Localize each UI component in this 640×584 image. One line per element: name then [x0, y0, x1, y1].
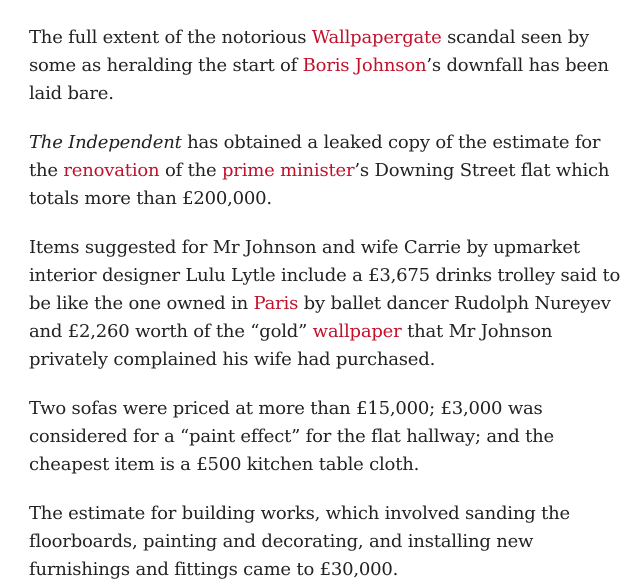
text-segment: Items suggested for Mr Johnson and wife Carrie by upmarket interior designer Lulu Lytle include a £3,675 drinks trolley said to be like the one owned in	[29, 237, 621, 314]
paragraph-2	[29, 129, 626, 213]
text-segment: of the	[159, 160, 222, 181]
text-segment: by ballet dancer Rudolph Nureyev and £2,260 worth of the “gold”	[29, 293, 611, 342]
link-renovation[interactable]: renovation	[63, 160, 160, 181]
paragraph-1	[29, 24, 626, 108]
paragraph-5: The estimate for building works, which involved sanding the floorboards, painting and decorating, and installing new furnishings and fittings came to £30,000.	[29, 503, 570, 580]
link-prime-minister[interactable]: prime minister	[221, 160, 355, 181]
text-segment: scandal seen by some as heralding the start of	[29, 27, 589, 76]
link-wallpaper[interactable]: wallpaper	[312, 321, 402, 342]
link-wallpapergate[interactable]: Wallpapergate	[311, 27, 442, 48]
text-segment: ’s Downing Street flat which totals more than £200,000.	[29, 160, 610, 209]
publication-name: The Independent	[29, 132, 182, 153]
text-segment: The full extent of the notorious	[29, 27, 312, 48]
text-segment: has obtained a leaked copy of the estimate for the	[29, 132, 601, 181]
link-paris[interactable]: Paris	[253, 293, 299, 314]
link-boris-johnson[interactable]: Boris Johnson	[302, 55, 427, 76]
paragraph-3	[29, 234, 626, 374]
paragraph-4: Two sofas were priced at more than £15,000; £3,000 was considered for a “paint effect” for the flat hallway; and the cheapest item is a £500 kitchen table cloth.	[29, 398, 554, 475]
text-segment: that Mr Johnson privately complained his wife had purchased.	[29, 321, 553, 370]
text-segment: ’s downfall has been laid bare.	[29, 55, 609, 104]
